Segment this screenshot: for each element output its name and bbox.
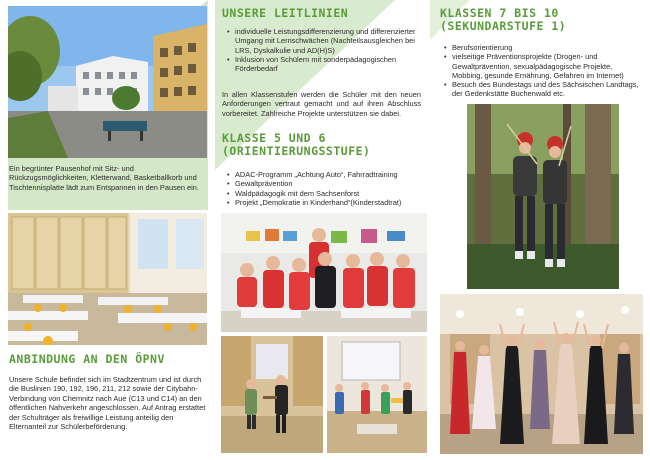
students-group-photo: [221, 213, 427, 332]
klasse-5-6-heading: [222, 132, 427, 158]
list-item: • Besuch des Bundestags und des Sächsischen Landtags, der Gedenkstätte Buchenwald etc.: [443, 80, 643, 99]
leitlinien-heading: UNSERE LEITLINIEN: [222, 6, 349, 20]
list-item: • individuelle Leistungsdifferenzierung und differenzierter Umgang mit Lernschwächen (Nachteilsausgleichen bei LRS, Dyskalkulie und AD(H)S): [226, 27, 421, 55]
klassen-7-10-list: [443, 43, 643, 99]
oepnv-text: Unsere Schule befindet sich im Stadtzentrum und ist durch die Buslinien 190, 192, 196, 211, 212 sowie der Citybahn-Verbindung von Chemnitz nach Aue (C13 und C14) an den öffentlichen Nahverkehr angeschlossen. Auf Antrag erstattet der Schulträger als freiwillige Leistung anteilig den Elternanteil zur Schülerbeförderung.: [9, 375, 206, 432]
klasse-5-6-subtitle: (ORIENTIERUNGSSTUFE): [222, 143, 371, 158]
classroom-photo: [8, 213, 207, 345]
activity-photo-left: [221, 336, 323, 453]
list-item: • ADAC-Programm „Achtung Auto“, Fahrradtraining: [226, 170, 426, 179]
list-item: • Berufsorientierung: [443, 43, 643, 52]
prom-dance-photo: [440, 294, 643, 454]
leitlinien-paragraph: In allen Klassenstufen werden die Schüler mit den neuen Anforderungen vertraut gemacht und auf ihren Abschluss vorbereitet. Zahlreiche Projekte unterstützen sie dabei.: [222, 90, 421, 118]
schoolyard-caption: Ein begrünter Pausenhof mit Sitz- und Rückzugsmöglichkeiten, Kletterwand, Basketballkorb und Tischtennisplatte lädt zum Entspannen in den Pausen ein.: [9, 164, 199, 192]
leitlinien-list: [226, 27, 421, 73]
klasse-5-6-title: KLASSE 5 UND 6: [222, 131, 326, 145]
klasse-5-6-list: [226, 170, 426, 207]
list-item: • Waldpädagogik mit dem Sachsenforst: [226, 189, 426, 198]
list-item: • Inklusion von Schülern mit sonderpädagogischen Förderbedarf: [226, 55, 421, 74]
schoolyard-photo: [8, 6, 207, 158]
activity-photo-right: [327, 336, 427, 453]
oepnv-heading: ANBINDUNG AN DEN ÖPNV: [9, 352, 165, 366]
climbing-park-photo: [467, 104, 619, 289]
list-item: • vielseitige Präventionsprojekte (Drogen- und Gewaltprävention, sexualpädagogische Projekte, Mobbing, gesunde Ernährung, Gefahren im Internet): [443, 52, 643, 80]
klassen-7-10-heading: [440, 7, 645, 33]
list-item: • Gewaltprävention: [226, 179, 426, 188]
list-item: • Projekt „Demokratie in Kinderhand“(Kinderstadtrat): [226, 198, 426, 207]
klassen-7-10-subtitle: (SEKUNDARSTUFE 1): [440, 18, 567, 33]
klassen-7-10-title: KLASSEN 7 BIS 10: [440, 6, 559, 20]
